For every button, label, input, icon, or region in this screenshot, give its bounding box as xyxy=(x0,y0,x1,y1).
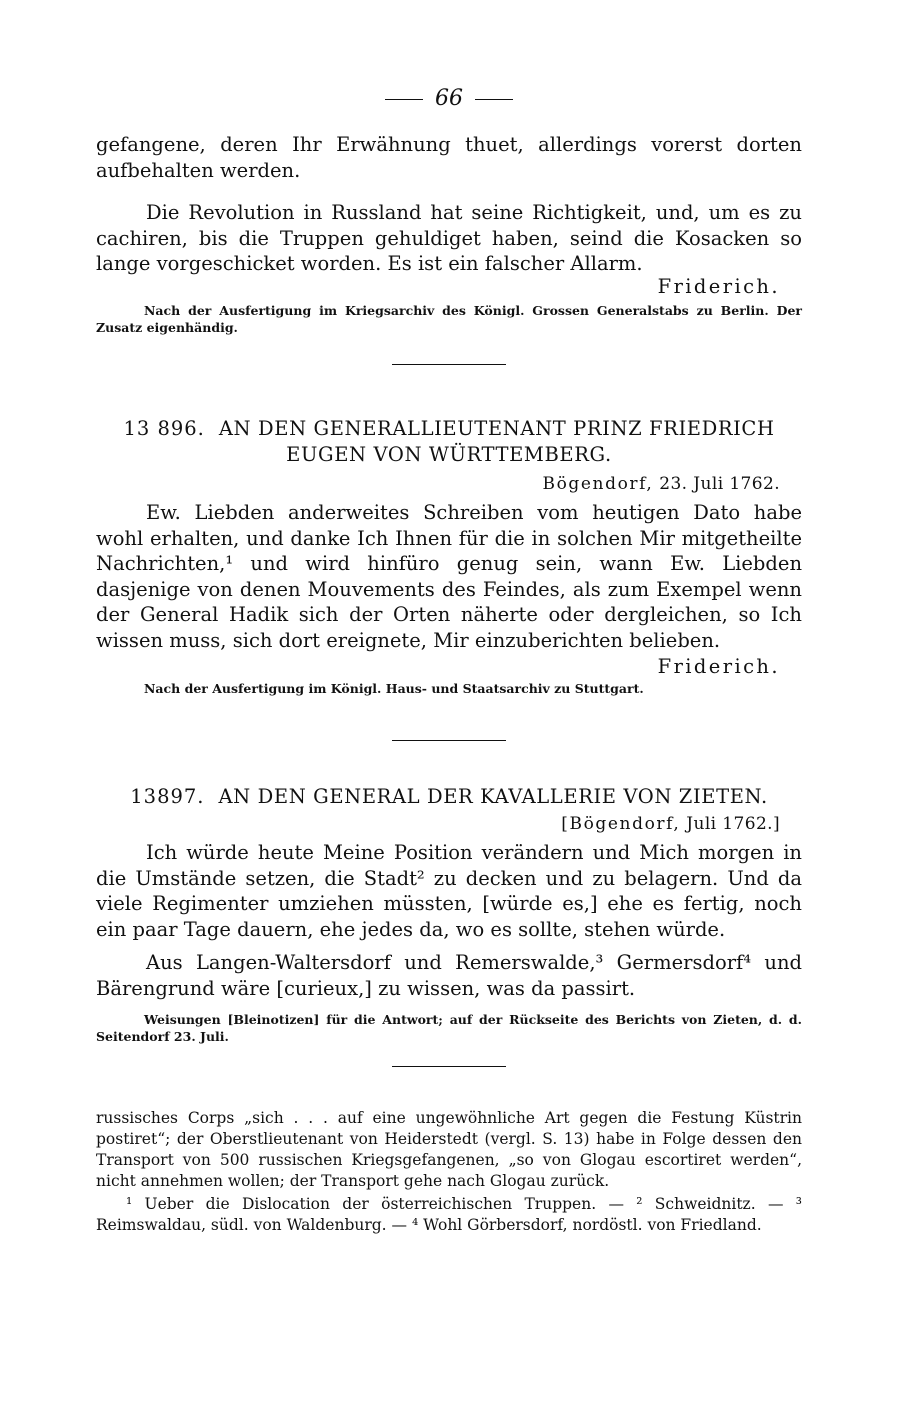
letter-13897-dateline xyxy=(96,814,802,834)
letter-13896-signature: Friderich. xyxy=(657,655,780,678)
letter-13896-text: Ew. Liebden anderweites Schreiben vom heutigen Dato habe wohl erhalten, und danke Ich Ihnen für die in solchen Mir mitgetheilte Nachrichten,¹ und wird hinfüro genug sein, wann Ew. Liebden dasjenige von denen Mouvements des Feindes, als zum Exempel wenn der General Hadik sich der Orten näherte oder dergleichen, so Ich wissen muss, sich dort ereignete, Mir einzuberichten belieben. xyxy=(96,501,802,652)
letter-13896-addressee: AN DEN GENERALLIEUTENANT PRINZ FRIEDRICH EUGEN VON WÜRTTEMBERG. xyxy=(218,417,775,466)
letter-13897-addressee: AN DEN GENERAL DER KAVALLERIE VON ZIETEN. xyxy=(218,785,768,808)
letter-13896-heading xyxy=(96,416,802,468)
continuation-paragraph-2: Die Revolution in Russland hat seine Richtigkeit, und, um es zu cachiren, bis die Truppen gehuldiget haben, seind die Kosacken so lange vorgeschicket worden. Es ist ein falscher Allarm. xyxy=(96,201,802,275)
letter-13897-paragraph-2: Aus Langen-Waltersdorf und Remerswalde,³ Germersdorf⁴ und Bärengrund wäre [curieux,] zu wissen, was da passirt. xyxy=(96,951,802,1000)
continuation-section xyxy=(96,132,802,336)
letter-13897-heading xyxy=(96,784,802,810)
continuation-paragraph-1: gefangene, deren Ihr Erwähnung thuet, allerdings vorerst dorten aufbehalten werden. xyxy=(96,133,802,182)
continuation-source-note: Nach der Ausfertigung im Kriegsarchiv des Königl. Grossen Generalstabs zu Berlin. Der Zusatz eigenhändig. xyxy=(96,302,802,335)
footnotes-section xyxy=(96,1108,802,1236)
letter-13896-number: 13 896. xyxy=(123,417,205,440)
letter-13897-source-note: Weisungen [Bleinotizen] für die Antwort; auf der Rückseite des Berichts von Zieten, d. d. Seitendorf 23. Juli. xyxy=(96,1012,802,1044)
letter-13896-dateline xyxy=(96,474,802,494)
page-header xyxy=(96,86,802,111)
header-dash-right xyxy=(475,99,513,100)
letter-13897-paragraph-1: Ich würde heute Meine Position verändern und Mich morgen in die Umstände setzen, die Stadt² zu decken und zu belagern. Und da viele Regimenter umziehen müssten, [würde es,] ehe es fertig, noch ein paar Tage dauern, ehe jedes da, wo es sollte, stehen würde. xyxy=(96,841,802,941)
footnote-notes: ¹ Ueber die Dislocation der österreichischen Truppen. — ² Schweidnitz. — ³ Reimswaldau, südl. von Waldenburg. — ⁴ Wohl Görbersdorf, nordöstl. von Friedland. xyxy=(96,1195,802,1234)
continuation-signature: Friderich. xyxy=(657,274,780,298)
letter-13896 xyxy=(96,416,802,697)
header-dash-left xyxy=(385,99,423,100)
letter-13897 xyxy=(96,784,802,1045)
letter-13896-source-note: Nach der Ausfertigung im Königl. Haus- und Staatsarchiv zu Stuttgart. xyxy=(144,681,644,696)
letter-13897-date: Juli 1762.] xyxy=(686,814,780,834)
letter-13896-date: 23. Juli 1762. xyxy=(659,474,780,494)
letter-13897-number: 13897. xyxy=(130,785,205,808)
footnote-continued: russisches Corps „sich . . . auf eine ungewöhnliche Art gegen die Festung Küstrin postiret“; der Oberstlieutenant von Heiderstedt (vergl. S. 13) habe in Folge dessen den Transport von 500 russischen Kriegsgefangenen, „so von Glogau escortiret werden“, nicht annehmen wollen; der Transport gehe nach Glogau zurück. xyxy=(96,1109,802,1190)
divider-3 xyxy=(96,1066,802,1067)
letter-13896-place: Bögendorf, xyxy=(542,474,654,494)
page-number: 66 xyxy=(435,86,463,111)
divider-1 xyxy=(96,364,802,365)
divider-2 xyxy=(96,740,802,741)
letter-13897-place: [Bögendorf, xyxy=(561,814,681,834)
